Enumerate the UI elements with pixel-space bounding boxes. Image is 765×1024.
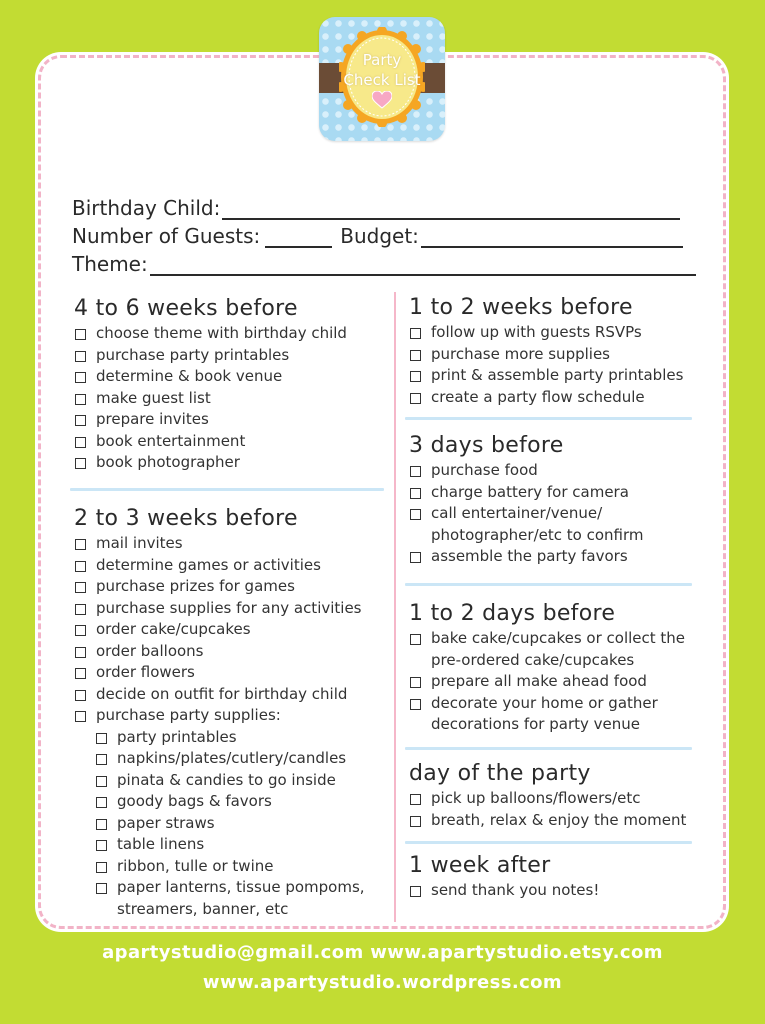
budget-label: Budget:: [340, 224, 419, 248]
checkbox[interactable]: [75, 458, 86, 469]
checkbox[interactable]: [410, 677, 421, 688]
logo-title: [339, 50, 425, 90]
checklist-item[interactable]: call entertainer/venue/: [405, 503, 725, 525]
checklist-item[interactable]: prepare all make ahead food: [405, 671, 725, 693]
checkbox[interactable]: [75, 437, 86, 448]
section-separator: [70, 488, 384, 491]
checkbox[interactable]: [96, 862, 107, 873]
checkbox[interactable]: [75, 690, 86, 701]
checklist-item[interactable]: determine & book venue: [70, 366, 386, 388]
checklist-item-continued: photographer/etc to confirm: [431, 525, 644, 544]
checklist-item[interactable]: decorate your home or gather: [405, 693, 725, 715]
section-4-to-6-weeks: [70, 295, 386, 474]
checkbox[interactable]: [75, 329, 86, 340]
checklist-subitem[interactable]: ribbon, tulle or twine: [70, 856, 386, 878]
logo-title-line2: Check List: [343, 71, 421, 89]
section-separator: [405, 747, 692, 750]
checkbox[interactable]: [75, 711, 86, 722]
checkbox[interactable]: [96, 883, 107, 894]
checklist-item[interactable]: mail invites: [70, 533, 386, 555]
checkbox[interactable]: [410, 393, 421, 404]
checkbox[interactable]: [96, 840, 107, 851]
checkbox[interactable]: [96, 819, 107, 830]
checkbox[interactable]: [410, 886, 421, 897]
checklist-item[interactable]: purchase prizes for games: [70, 576, 386, 598]
checkbox[interactable]: [75, 561, 86, 572]
checkbox[interactable]: [75, 582, 86, 593]
checklist: [405, 788, 725, 831]
section-title: 1 to 2 days before: [409, 601, 616, 626]
checklist-subitem[interactable]: table linens: [70, 834, 386, 856]
checklist: [70, 323, 386, 474]
checklist-subitem[interactable]: goody bags & favors: [70, 791, 386, 813]
checkbox[interactable]: [75, 625, 86, 636]
section-day-of-party: [405, 760, 725, 831]
checkbox[interactable]: [410, 699, 421, 710]
checklist-item-continued: decorations for party venue: [431, 715, 640, 733]
footer-website-line: www.apartystudio.wordpress.com: [202, 972, 563, 993]
checkbox[interactable]: [410, 509, 421, 520]
checkbox[interactable]: [410, 371, 421, 382]
birthday-child-field: [72, 196, 680, 220]
checklist-item[interactable]: prepare invites: [70, 409, 386, 431]
checklist: [405, 628, 725, 736]
checklist-item[interactable]: purchase party supplies:: [70, 705, 386, 727]
section-title: 3 days before: [409, 433, 564, 458]
checkbox[interactable]: [410, 552, 421, 563]
checklist-subitem[interactable]: paper straws: [70, 813, 386, 835]
section-2-to-3-weeks: [70, 505, 386, 920]
checklist: [405, 322, 725, 408]
section-separator: [405, 583, 692, 586]
section-separator: [405, 417, 692, 420]
checklist: [70, 533, 386, 920]
column-divider: [394, 292, 396, 922]
checklist-item[interactable]: follow up with guests RSVPs: [405, 322, 725, 344]
section-title: 2 to 3 weeks before: [74, 506, 298, 531]
checkbox[interactable]: [75, 647, 86, 658]
checklist-item-continued: pre-ordered cake/cupcakes: [431, 650, 635, 669]
theme-label: Theme:: [72, 252, 148, 276]
section-3-days: [405, 432, 725, 568]
checkbox[interactable]: [75, 372, 86, 383]
checkbox[interactable]: [410, 634, 421, 645]
checklist-subitem[interactable]: napkins/plates/cutlery/candles: [70, 748, 386, 770]
footer-contact-line: apartystudio@gmail.com www.apartystudio.etsy.com: [102, 942, 663, 963]
number-of-guests-label: Number of Guests:: [72, 224, 261, 248]
checklist-item[interactable]: purchase more supplies: [405, 344, 725, 366]
checklist-item[interactable]: print & assemble party printables: [405, 365, 725, 387]
guests-budget-field: [72, 224, 683, 248]
checklist-item[interactable]: bake cake/cupcakes or collect the: [405, 628, 725, 650]
checklist-item[interactable]: book photographer: [70, 452, 386, 474]
heart-icon: [372, 91, 392, 109]
checklist: [405, 880, 725, 902]
checklist-item[interactable]: determine games or activities: [70, 555, 386, 577]
checklist-item[interactable]: make guest list: [70, 388, 386, 410]
checklist-item[interactable]: order flowers: [70, 662, 386, 684]
checkbox[interactable]: [75, 394, 86, 405]
checklist-item[interactable]: assemble the party favors: [405, 546, 725, 568]
checkbox[interactable]: [75, 604, 86, 615]
section-1-to-2-days: [405, 600, 725, 736]
checkbox[interactable]: [410, 350, 421, 361]
checklist-item[interactable]: choose theme with birthday child: [70, 323, 386, 345]
checklist-item[interactable]: order cake/cupcakes: [70, 619, 386, 641]
checkbox[interactable]: [96, 797, 107, 808]
checkbox[interactable]: [96, 733, 107, 744]
section-title: 4 to 6 weeks before: [74, 296, 298, 321]
checklist-item[interactable]: purchase party printables: [70, 345, 386, 367]
checklist-item[interactable]: create a party flow schedule: [405, 387, 725, 409]
checklist-item[interactable]: purchase food: [405, 460, 725, 482]
checklist-item[interactable]: book entertainment: [70, 431, 386, 453]
birthday-child-blank[interactable]: [222, 202, 680, 220]
checklist-subitem[interactable]: paper lanterns, tissue pompoms,: [70, 877, 386, 899]
checklist-item[interactable]: send thank you notes!: [405, 880, 725, 902]
section-1-week-after: [405, 852, 725, 902]
section-1-to-2-weeks: [405, 294, 725, 408]
checkbox[interactable]: [410, 488, 421, 499]
section-separator: [405, 841, 692, 844]
checkbox[interactable]: [75, 415, 86, 426]
checklist: [405, 460, 725, 568]
checkbox[interactable]: [410, 328, 421, 339]
checklist-item[interactable]: pick up balloons/flowers/etc: [405, 788, 725, 810]
budget-blank[interactable]: [421, 230, 683, 248]
theme-field: [72, 252, 696, 276]
checklist-subitem[interactable]: party printables: [70, 727, 386, 749]
checklist-item[interactable]: purchase supplies for any activities: [70, 598, 386, 620]
checklist-item[interactable]: breath, relax & enjoy the moment: [405, 810, 725, 832]
party-checklist-logo: [319, 17, 445, 141]
birthday-child-label: Birthday Child:: [72, 196, 221, 220]
checklist-subitem[interactable]: pinata & candies to go inside: [70, 770, 386, 792]
checkbox[interactable]: [410, 466, 421, 477]
checklist-item[interactable]: charge battery for camera: [405, 482, 725, 504]
section-title: day of the party: [409, 761, 591, 786]
checkbox[interactable]: [410, 816, 421, 827]
logo-title-line1: Party: [362, 51, 402, 69]
checkbox[interactable]: [75, 351, 86, 362]
checklist-item[interactable]: decide on outfit for birthday child: [70, 684, 386, 706]
checkbox[interactable]: [96, 776, 107, 787]
section-title: 1 to 2 weeks before: [409, 295, 633, 320]
checkbox[interactable]: [75, 539, 86, 550]
section-title: 1 week after: [409, 853, 551, 878]
checkbox[interactable]: [410, 794, 421, 805]
theme-blank[interactable]: [150, 258, 696, 276]
checkbox[interactable]: [75, 668, 86, 679]
checkbox[interactable]: [96, 754, 107, 765]
checklist-item[interactable]: order balloons: [70, 641, 386, 663]
checklist-subitem-continued: streamers, banner, etc: [117, 899, 289, 918]
number-of-guests-blank[interactable]: [265, 230, 332, 248]
